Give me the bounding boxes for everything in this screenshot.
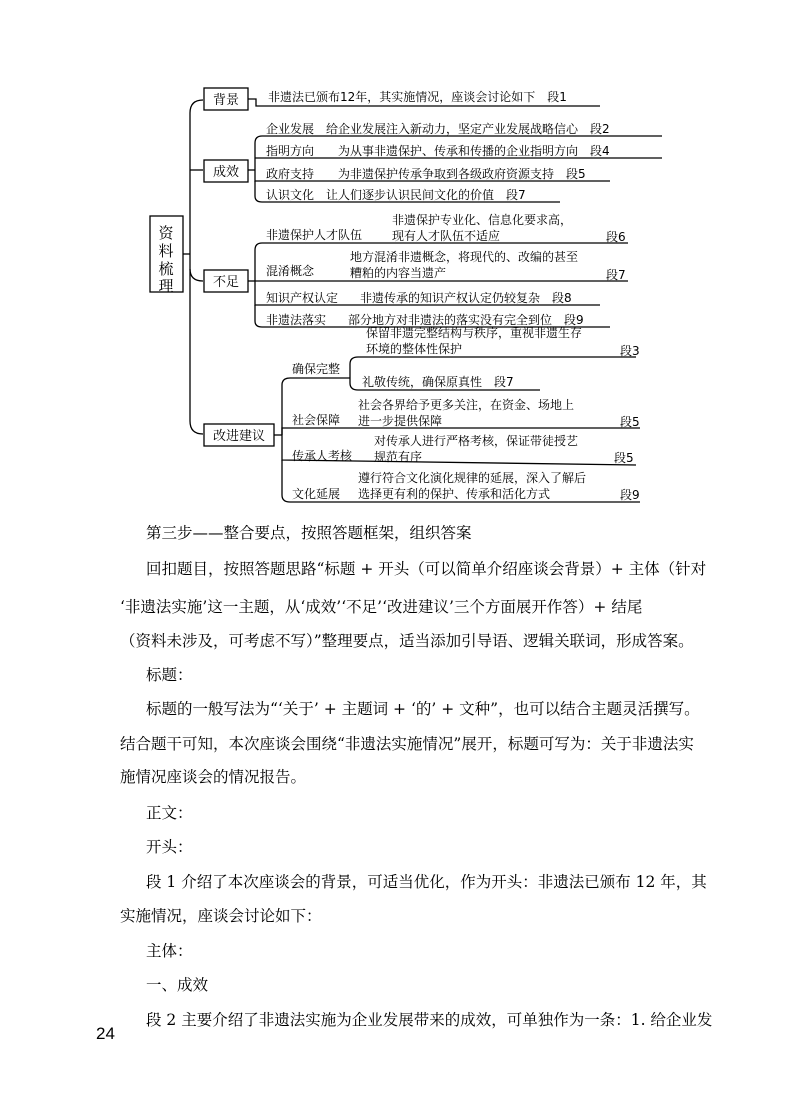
para1-line1: 回扣题目，按照答题思路“标题 + 开头（可以简单介绍座谈会背景）+ 主体（针对 bbox=[146, 560, 707, 578]
label-gaijin: 改进建议 bbox=[212, 429, 266, 444]
para3-line1: 段 1 介绍了本次座谈会的背景，可适当优化，作为开头：非遗法已颁布 12 年，其 bbox=[146, 873, 707, 891]
kaitou-label: 开头： bbox=[146, 838, 193, 856]
buzu-name-1: 非遗保护人才队伍 bbox=[266, 228, 363, 242]
label-beijing: 背景 bbox=[212, 93, 240, 108]
para1-line2: ‘非遗法实施’这一主题，从‘成效’‘不足’‘改进建议’三个方面展开作答）+ 结尾 bbox=[120, 598, 643, 616]
zhuti-label: 主体： bbox=[146, 942, 193, 960]
buzu-name-2: 混淆概念 bbox=[266, 264, 315, 278]
gaijin-seg-2: 段5 bbox=[620, 415, 640, 429]
buzu-name-3: 知识产权认定 bbox=[266, 291, 339, 305]
buzu-name-4: 非遗法落实 bbox=[266, 313, 327, 327]
gaijin-text-2b: 进一步提供保障 bbox=[358, 414, 443, 428]
connector-buzu bbox=[190, 254, 203, 281]
chengxiao-item-4: 认识文化 让人们逐步认识民间文化的价值 段7 bbox=[266, 188, 526, 202]
chengxiao-item-3: 政府支持 为非遗保护传承争取到各级政府资源支持 段5 bbox=[266, 167, 586, 181]
gaijin-name-4: 文化延展 bbox=[292, 487, 341, 501]
section1-heading: 一、成效 bbox=[146, 976, 209, 994]
root-char-1: 资 bbox=[158, 224, 174, 242]
root-char-4: 理 bbox=[158, 277, 174, 295]
gaijin-name-2: 社会保障 bbox=[292, 413, 341, 427]
para1-line3: （资料未涉及，可考虑不写）”整理要点，适当添加引导语、逻辑关联词，形成答案。 bbox=[120, 632, 694, 650]
label-buzu: 不足 bbox=[212, 275, 240, 290]
step3-heading: 第三步——整合要点，按照答题框架，组织答案 bbox=[146, 524, 472, 542]
gaijin-text-4a: 遵行符合文化演化规律的延展，深入了解后 bbox=[358, 471, 587, 485]
gaijin-text-3a: 对传承人进行严格考核，保证带徒授艺 bbox=[374, 434, 579, 448]
gaijin-sub1-b: 环境的整体性保护 bbox=[366, 342, 463, 356]
buzu-seg-2: 段7 bbox=[606, 268, 626, 282]
label-chengxiao: 成效 bbox=[212, 165, 240, 180]
buzu-text-2a: 地方混淆非遗概念，将现代的、改编的甚至 bbox=[350, 250, 579, 264]
gaijin-name-1: 确保完整 bbox=[292, 362, 341, 376]
title-label: 标题： bbox=[146, 666, 193, 684]
chengxiao-item-1: 企业发展 给企业发展注入新动力，坚定产业发展战略信心 段2 bbox=[266, 122, 610, 136]
chengxiao-item-2: 指明方向 为从事非遗保护、传承和传播的企业指明方向 段4 bbox=[266, 144, 610, 158]
para2-line1: 标题的一般写法为“‘关于’ + 主题词 + ‘的’ + 文种”，也可以结合主题灵活撰写。 bbox=[146, 700, 700, 718]
gaijin-sub1-a: 保留非遗完整结构与秩序，重视非遗生存 bbox=[366, 326, 583, 340]
buzu-text-3: 非遗传承的知识产权认定仍较复杂 段8 bbox=[360, 291, 572, 305]
buzu-text-2b: 糟粕的内容当遗产 bbox=[350, 266, 447, 280]
gaijin-name-3: 传承人考核 bbox=[292, 449, 353, 463]
buzu-text-1a: 非遗保护专业化、信息化要求高， bbox=[392, 213, 573, 227]
zhengwen-label: 正文： bbox=[146, 804, 193, 822]
root-char-3: 梳 bbox=[158, 260, 174, 278]
beijing-item-1: 非遗法已颁布12年，其实施情况，座谈会讨论如下 段1 bbox=[268, 90, 567, 104]
gaijin-text-3b: 规范有序 bbox=[374, 450, 423, 464]
para2-line2: 结合题干可知，本次座谈会围绕“非遗法实施情况”展开，标题可写为：关于非遗法实 bbox=[120, 735, 694, 753]
connector-beijing bbox=[190, 100, 203, 254]
para3-line2: 实施情况，座谈会讨论如下： bbox=[120, 907, 322, 925]
buzu-text-1b: 现有人才队伍不适应 bbox=[392, 229, 501, 243]
gaijin-text-4b: 选择更有利的保护、传承和活化方式 bbox=[358, 487, 551, 501]
connector-gaijin bbox=[190, 269, 203, 434]
gaijin-sub1-seg: 段3 bbox=[620, 344, 640, 358]
buzu-text-4: 部分地方对非遗法的落实没有完全到位 段9 bbox=[348, 313, 584, 327]
page-number: 24 bbox=[96, 1024, 115, 1043]
gaijin-seg-4: 段9 bbox=[620, 488, 640, 502]
root-char-2: 料 bbox=[158, 242, 174, 260]
buzu-seg-1: 段6 bbox=[606, 230, 626, 244]
para4-line1: 段 2 主要介绍了非遗法实施为企业发展带来的成效，可单独作为一条：1. 给企业发 bbox=[146, 1011, 713, 1029]
mind-map-diagram bbox=[0, 0, 800, 515]
gaijin-seg-3: 段5 bbox=[614, 451, 634, 465]
para2-line3: 施情况座谈会的情况报告。 bbox=[120, 768, 307, 786]
gaijin-text-2a: 社会各界给予更多关注，在资金、场地上 bbox=[358, 398, 575, 412]
gaijin-sub2: 礼敬传统，确保原真性 段7 bbox=[362, 375, 514, 389]
